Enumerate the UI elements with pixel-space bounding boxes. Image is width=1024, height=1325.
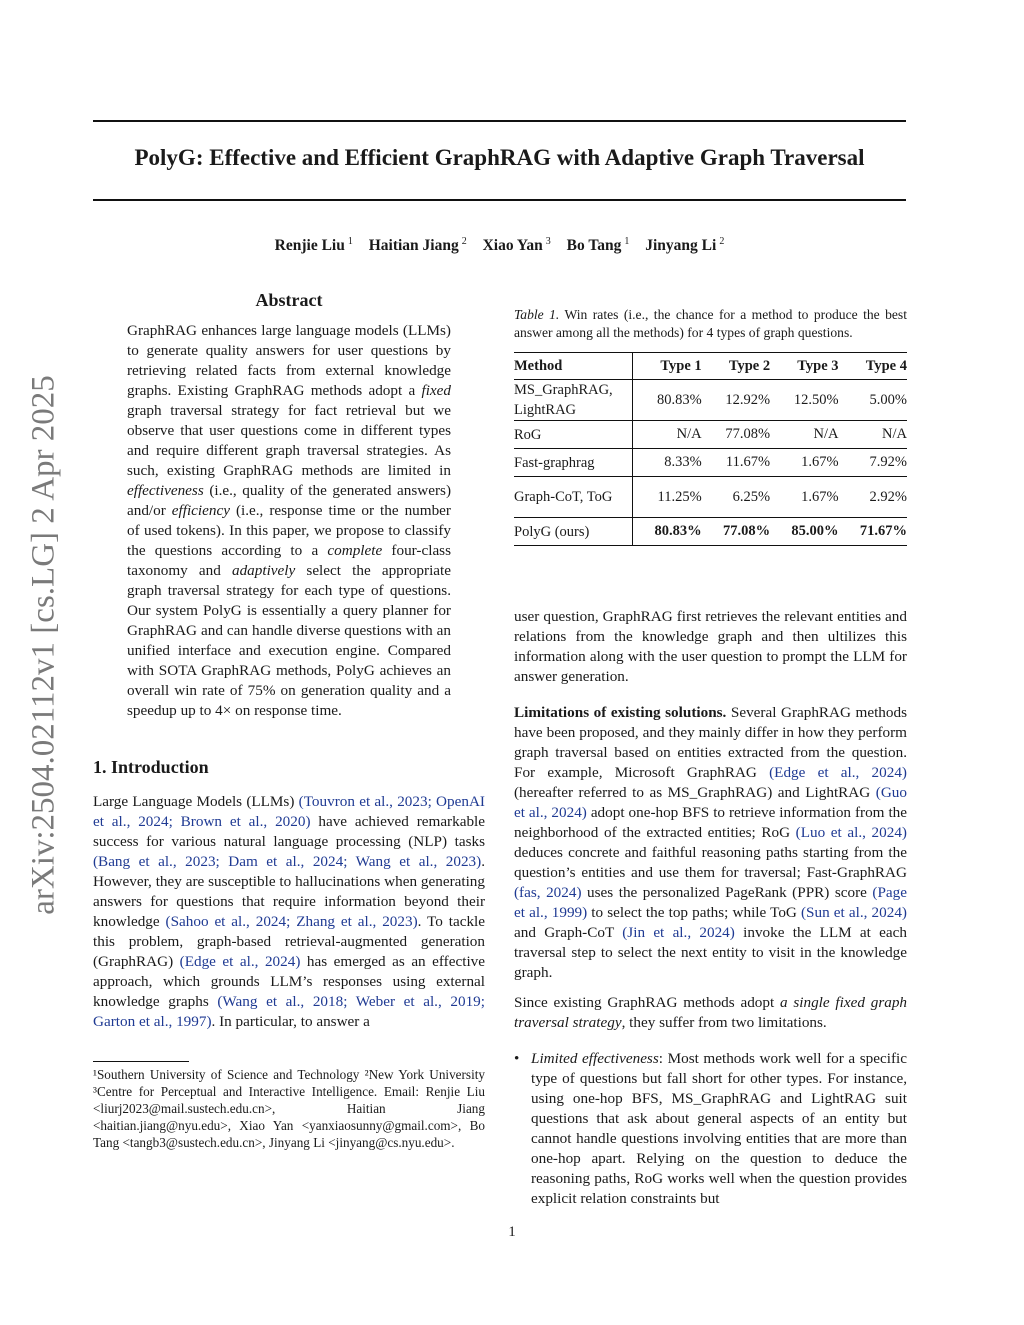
column-header: Type 3 [797,357,839,374]
value-cell: 1.67% [801,488,839,505]
two-limitations-paragraph: Since existing GraphRAG methods adopt a single fixed graph traversal strategy, they suffer from two limitations. [514,994,908,1031]
value-cell: N/A [882,426,907,442]
table-row [514,449,907,477]
table-row-ours [514,518,907,546]
author-1: Renjie Liu $^1$ [274,236,353,255]
value-cell: 80.83% [656,391,702,408]
value-cell: 5.00% [869,391,907,408]
value-cell: 11.25% [657,488,702,505]
citation-link[interactable]: (Bang et al., 2023; Dam et al., 2024; Wang et al., 2023) [93,853,482,870]
author-3: Xiao Yan $^3$ [482,236,551,255]
value-cell: 71.67% [859,523,907,539]
citation-link[interactable]: (Guo et al., 2024) [514,784,907,821]
right-column [514,306,907,1209]
author-5: Jinyang Li $^2$ [645,236,725,255]
value-cell: 8.33% [664,454,702,470]
citation-link[interactable]: (Touvron et al., 2023; OpenAI et al., 2024; Brown et al., 2020) [93,793,485,830]
introduction-paragraph: Large Language Models (LLMs) (Touvron et al., 2023; OpenAI et al., 2024; Brown et al., 2020) have achieved remarkable success for various natural language processing (NLP) tasks (Bang et al., 2023; Dam et al., 2024; Wang et al., 2023). However, they are susceptible to hallucinations when generating answers for questions that require information beyond their knowledge (Sahoo et al., 2024; Zhang et al., 2023). To tackle this problem, graph-based retrieval-augmented generation (GraphRAG) (Edge et al., 2024) has emerged as an effective approach, which grounds LLM’s responses using external knowledge graphs (Wang et al., 2018; Weber et al., 2019; Garton et al., 1997). In particular, to answer a [93,793,486,1030]
abstract-heading: Abstract [255,290,323,310]
footnote-rule [93,1061,189,1062]
value-cell: N/A [813,426,839,442]
value-cell: 2.92% [869,488,907,505]
abstract-text: GraphRAG enhances large language models (LLMs) to generate quality answers for user questions by retrieving related facts from external knowledge graphs. Existing GraphRAG methods adopt a fixed graph traversal strategy for fact retrieval but we observe that user questions come in different types and require different graph traversal strategies. As such, existing GraphRAG methods are limited in effectiveness (i.e., quality of the generated answers) and/or efficiency (i.e., response time or the number of used tokens). In this paper, we propose to classify the questions according to a complete four-class taxonomy and adaptively select the appropriate graph traversal strategy for each type of questions. Our system PolyG is essentially a query planner for GraphRAG and can handle diverse questions with an unified interface and execution engine. Compared with SOTA GraphRAG methods, PolyG achieves an overall win rate of 75% on generation quality and a speedup up to 4× on response time. [127,322,452,719]
value-cell: 1.67% [801,454,839,470]
citation-link[interactable]: (Wang et al., 2018; Weber et al., 2019; Garton et al., 1997) [93,993,485,1030]
table-header-row [514,353,907,380]
value-cell: 7.92% [869,454,907,470]
value-cell: 85.00% [791,523,839,539]
method-cell: Fast-graphrag [514,449,633,477]
win-rate-table [514,352,907,546]
citation-link[interactable]: (fas, 2024) [514,884,582,901]
table-row [514,380,907,421]
column-header: Type 4 [865,357,907,374]
citation-link[interactable]: (Sun et al., 2024) [801,904,907,921]
column-header: Type 2 [728,357,771,374]
value-cell: 6.25% [732,488,771,505]
table-row [514,421,907,449]
method-cell: RoG [514,421,633,449]
method-cell: Graph-CoT, ToG [514,477,633,518]
value-cell: 77.08% [722,523,771,539]
method-cell: MS_GraphRAG, LightRAG [514,380,633,421]
intro-continuation-paragraph: user question, GraphRAG first retrieves the relevant entities and relations from the knowledge graph and then ultilizes this information along with the user question to prompt the LLM for answer generation. [514,608,907,685]
column-header: Method [514,353,633,380]
citation-link[interactable]: (Luo et al., 2024) [795,824,907,841]
column-header: Type 1 [660,357,702,374]
value-cell: 12.50% [793,391,839,408]
table-caption: Table 1. Win rates (i.e., the chance for a method to produce the best answer among all the methods) for 4 types of graph questions. [514,307,907,340]
left-column [93,290,485,1032]
citation-link[interactable]: (Jin et al., 2024) [622,924,735,941]
citation-link[interactable]: (Edge et al., 2024) [769,764,907,781]
title-bottom-rule [93,199,906,201]
author-2: Haitian Jiang $^2$ [368,236,467,255]
value-cell: 80.83% [654,523,702,539]
author-4: Bo Tang $^1$ [566,236,630,255]
method-cell: PolyG (ours) [514,518,633,546]
paper-title: PolyG: Effective and Efficient GraphRAG with Adaptive Graph Traversal [134,145,865,170]
title-top-rule [93,120,906,122]
affiliation-footnote: ¹Southern University of Science and Technology ²New York University ³Centre for Perceptual and Interactive Intelligence. Email: Renjie Liu <liurj2023@mail.sustech.edu.cn>, Haitian Jiang <haitian.jiang@nyu.edu>, Xiao Yan <yanxiaosunny@gmail.com>, Bo Tang <tangb3@sustech.edu.cn>, Jinyang Li <jinyang@cs.nyu.edu>. [93,1067,485,1150]
value-cell: 11.67% [725,454,771,470]
value-cell: N/A [676,426,702,442]
value-cell: 12.92% [725,391,771,408]
limitations-paragraph: Limitations of existing solutions. Several GraphRAG methods have been proposed, and they mainly differ in how they perform graph traversal based on entities extracted from the question. For example, Microsoft GraphRAG (Edge et al., 2024) (hereafter referred to as MS_GraphRAG) and LightRAG (Guo et al., 2024) adopt one-hop BFS to retrieve information from the neighborhood of the extracted entities; RoG (Luo et al., 2024) deduces concrete and faithful reasoning paths starting from the question’s entities and use them for traversal; Fast-GraphRAG (fas, 2024) uses the personalized PageRank (PPR) score (Page et al., 1999) to select the top paths; while ToG (Sun et al., 2024) and Graph-CoT (Jin et al., 2024) invoke the LLM at each traversal step to select the next entity to visit in the knowledge graph. [514,704,908,981]
list-item: • Limited effectiveness: Most methods work well for a specific type of questions but fall short for other types. For instance, using one-hop BFS, MS_GraphRAG and LightRAG suit questions that ask about general aspects of an entity but cannot handle questions involving entities that are more than one-hop apart. Relying on the question to deduce the reasoning paths, RoG works well when the question provides explicit relation constraints but [514,1049,907,1209]
page-number: 1 [508,1224,516,1240]
citation-link[interactable]: (Sahoo et al., 2024; Zhang et al., 2023) [165,913,418,930]
table-row [514,477,907,518]
citation-link[interactable]: (Edge et al., 2024) [179,953,301,970]
arxiv-stamp: arXiv:2504.02112v1 [cs.LG] 2 Apr 2025 [25,375,62,915]
introduction-heading: 1. Introduction [93,757,209,777]
value-cell: 77.08% [725,426,771,442]
author-list [93,236,906,255]
citation-link[interactable]: (Page et al., 1999) [514,884,908,921]
limitations-list [514,1049,907,1209]
